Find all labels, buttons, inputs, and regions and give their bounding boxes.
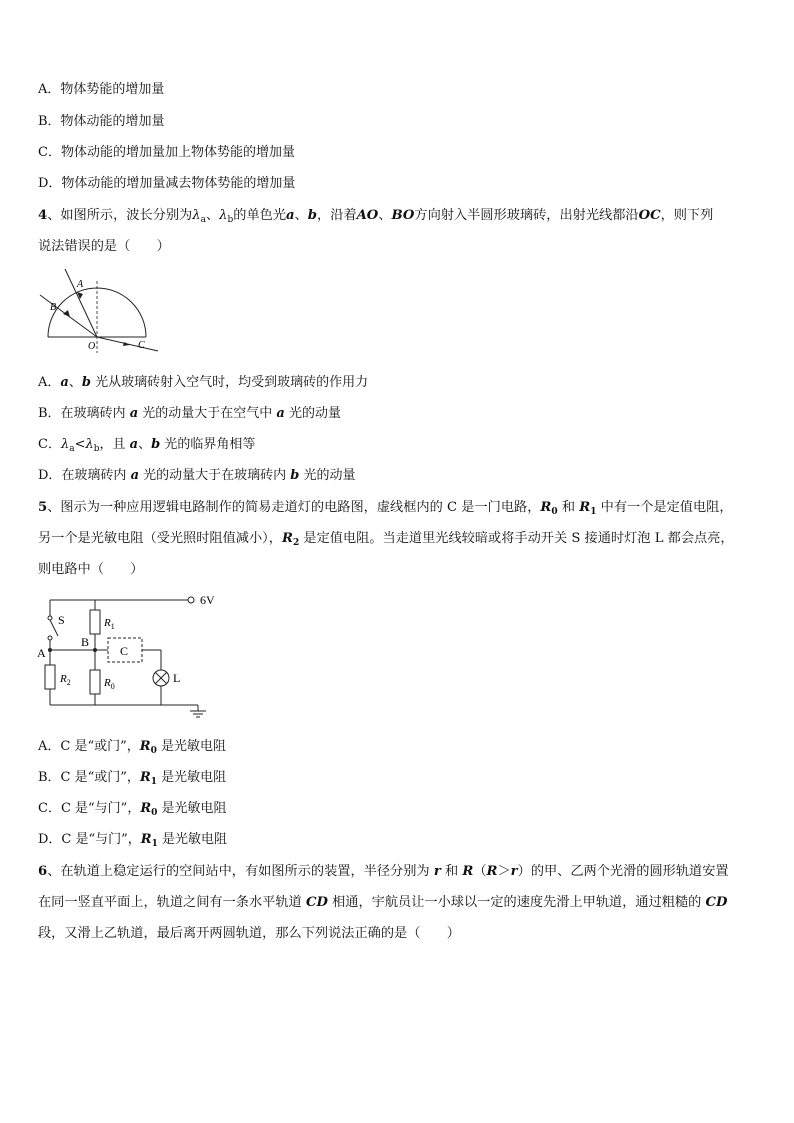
var-b: b [81, 375, 91, 390]
q3-option-c: C．物体动能的增加量加上物体势能的增加量 [38, 145, 295, 160]
resistor-sub: 0 [151, 808, 158, 818]
q5-text: 、图示为一种应用逻辑电路制作的简易走道灯的电路图，虚线框内的 C 是一门电路， [47, 500, 541, 515]
var-big-r: R [462, 864, 474, 879]
ray-oc: OC [638, 208, 661, 223]
option-label: A． [38, 375, 61, 390]
resistor-r0-symbol [90, 670, 100, 694]
resistor-sub: 0 [150, 746, 157, 756]
label-a: A [77, 279, 84, 290]
resistor-r1-symbol [90, 610, 100, 634]
q4-text: 的单色光 [233, 208, 287, 223]
option-text: 光的动量 [299, 468, 356, 483]
lambda-sub-a: a [200, 215, 206, 225]
q4-text: ，则下列 [660, 208, 714, 223]
option-text: B．C 是“或门”， [38, 770, 140, 785]
q6-text: 和 [440, 864, 463, 879]
q4-number: 4 [38, 208, 48, 223]
var-big-r: R [486, 864, 498, 879]
q4-stem-line2: 说法错误的是（ ） [38, 239, 170, 254]
resistor-sub: 2 [292, 538, 300, 548]
resistor-r2: R [281, 531, 293, 546]
separator: 、 [205, 208, 220, 223]
var-b: b [290, 468, 300, 483]
q6-text: 、在轨道上稳定运行的空间站中，有如图所示的装置，半径分别为 [47, 864, 434, 879]
q3-option-d: D．物体动能的增加量减去物体势能的增加量 [38, 176, 296, 191]
option-text: B．在玻璃砖内 [38, 406, 130, 421]
q5-circuit-diagram [30, 590, 230, 720]
q6-stem-line1 [38, 863, 729, 881]
r1-label: $R_1$ [104, 617, 115, 631]
separator: 、 [378, 208, 392, 223]
ground-icon [190, 711, 206, 717]
label-b: B [50, 302, 57, 313]
q5-text: 另一个是光敏电阻（受光照时阻值减小）， [38, 531, 282, 546]
option-text: C．C 是“与门”， [38, 801, 141, 816]
switch-label: S [58, 613, 65, 627]
var-r: r [433, 864, 441, 879]
q5-option-c [38, 800, 227, 818]
var-b: b [307, 208, 318, 223]
voltage-label: 6V [200, 593, 215, 607]
var-a: a [276, 406, 285, 421]
q6-stem-line3: 段，又滑上乙轨道，最后离开两圆轨道，那么下列说法正确的是（ ） [38, 926, 460, 941]
var-a: a [129, 437, 139, 452]
q6-number: 6 [38, 864, 48, 879]
option-text: ，且 [99, 437, 130, 452]
option-text: D．在玻璃砖内 [38, 468, 131, 483]
q4-option-d [38, 467, 356, 485]
ray-bo: BO [391, 208, 415, 223]
label-c: C [138, 340, 145, 351]
var-a: a [130, 468, 139, 483]
option-text: 是光敏电阻 [157, 801, 227, 816]
q4-text: 方向射入半圆形玻璃砖，出射光线都沿 [414, 208, 639, 223]
q5-option-a [38, 738, 226, 756]
lamp-label: L [173, 671, 181, 685]
q5-number: 5 [38, 500, 48, 515]
option-text: 是光敏电阻 [157, 832, 228, 847]
option-text: 光的临界角相等 [160, 437, 256, 452]
less-than: < [74, 437, 86, 452]
var-b: b [151, 437, 161, 452]
resistor-r1: R [579, 500, 591, 515]
var-r: r [510, 864, 518, 879]
switch-s [50, 620, 58, 636]
lambda-sub-b: b [93, 444, 100, 454]
q6-text: （ [473, 864, 487, 879]
q4-text: ，沿着 [317, 208, 357, 223]
resistor-r0: R [540, 500, 552, 515]
var-a: a [286, 208, 295, 223]
ray-ao: AO [356, 208, 379, 223]
track-cd: CD [705, 895, 728, 910]
q3-option-b: B．物体动能的增加量 [38, 114, 165, 129]
var-a: a [129, 406, 139, 421]
q4-option-c [38, 436, 255, 454]
q5-text: 是定值电阻。当走道里光线较暗或将手动开关 S 接通时灯泡 L 都会点亮， [299, 531, 734, 546]
q3-option-a: A．物体势能的增加量 [38, 82, 165, 97]
q5-stem-line3: 则电路中（ ） [38, 562, 144, 577]
resistor-symbol: R [139, 739, 151, 754]
option-text: 光从玻璃砖射入空气时，均受到玻璃砖的作用力 [90, 375, 369, 390]
resistor-symbol: R [140, 832, 152, 847]
q4-text: 、如图所示，波长分别为 [47, 208, 193, 223]
lambda-symbol: λ [60, 437, 70, 452]
lambda-sub-b: b [227, 215, 234, 225]
option-text: 光的动量大于在玻璃砖内 [139, 468, 291, 483]
separator: 、 [138, 437, 152, 452]
q4-stem-line1 [38, 207, 713, 225]
q5-option-b [38, 769, 226, 787]
label-o: O [88, 341, 96, 352]
node-b-label: B [81, 635, 90, 649]
q5-text: 和 [557, 500, 580, 515]
q5-option-d [38, 831, 227, 849]
lambda-symbol: λ [219, 208, 228, 223]
q6-stem-line2 [38, 894, 727, 912]
gate-label: C [120, 644, 129, 658]
option-text: D．C 是“与门”， [38, 832, 141, 847]
track-cd: CD [305, 895, 328, 910]
lambda-sub-a: a [69, 444, 75, 454]
resistor-symbol: R [139, 770, 151, 785]
q6-text: 相通，宇航员让一小球以一定的速度先滑上甲轨道，通过粗糙的 [327, 895, 706, 910]
node-a-label: A [37, 646, 46, 660]
option-text: 是光敏电阻 [157, 770, 227, 785]
resistor-sub: 1 [150, 777, 158, 787]
q6-text: ） [517, 864, 531, 879]
resistor-r2-symbol [45, 665, 55, 689]
resistor-sub: 1 [151, 839, 158, 849]
q5-stem-line1 [38, 499, 733, 517]
lambda-symbol: λ [85, 437, 94, 452]
greater-than: ＞ [497, 864, 511, 879]
option-text: 光的动量 [284, 406, 341, 421]
option-text: 光的动量大于在空气中 [138, 406, 277, 421]
q4-figure [30, 265, 170, 360]
r2-label: $R_2$ [60, 673, 71, 687]
separator: 、 [68, 375, 82, 390]
r0-label: $R_0$ [104, 677, 115, 691]
var-a: a [60, 375, 69, 390]
q5-text: 中有一个是定值电阻， [596, 500, 733, 515]
resistor-sub: 1 [590, 507, 597, 517]
q5-stem-line2 [38, 530, 734, 548]
option-label: C． [38, 437, 61, 452]
option-text: A．C 是“或门”， [38, 739, 140, 754]
q6-text: 的甲、乙两个光滑的圆形轨道安置 [530, 864, 729, 879]
option-text: 是光敏电阻 [156, 739, 226, 754]
q4-option-b [38, 405, 341, 423]
resistor-symbol: R [140, 801, 152, 816]
separator: 、 [294, 208, 308, 223]
q6-text: 在同一竖直平面上，轨道之间有一条水平轨道 [38, 895, 306, 910]
resistor-sub: 0 [551, 507, 558, 517]
q4-option-a [38, 374, 368, 392]
lambda-symbol: λ [192, 208, 201, 223]
